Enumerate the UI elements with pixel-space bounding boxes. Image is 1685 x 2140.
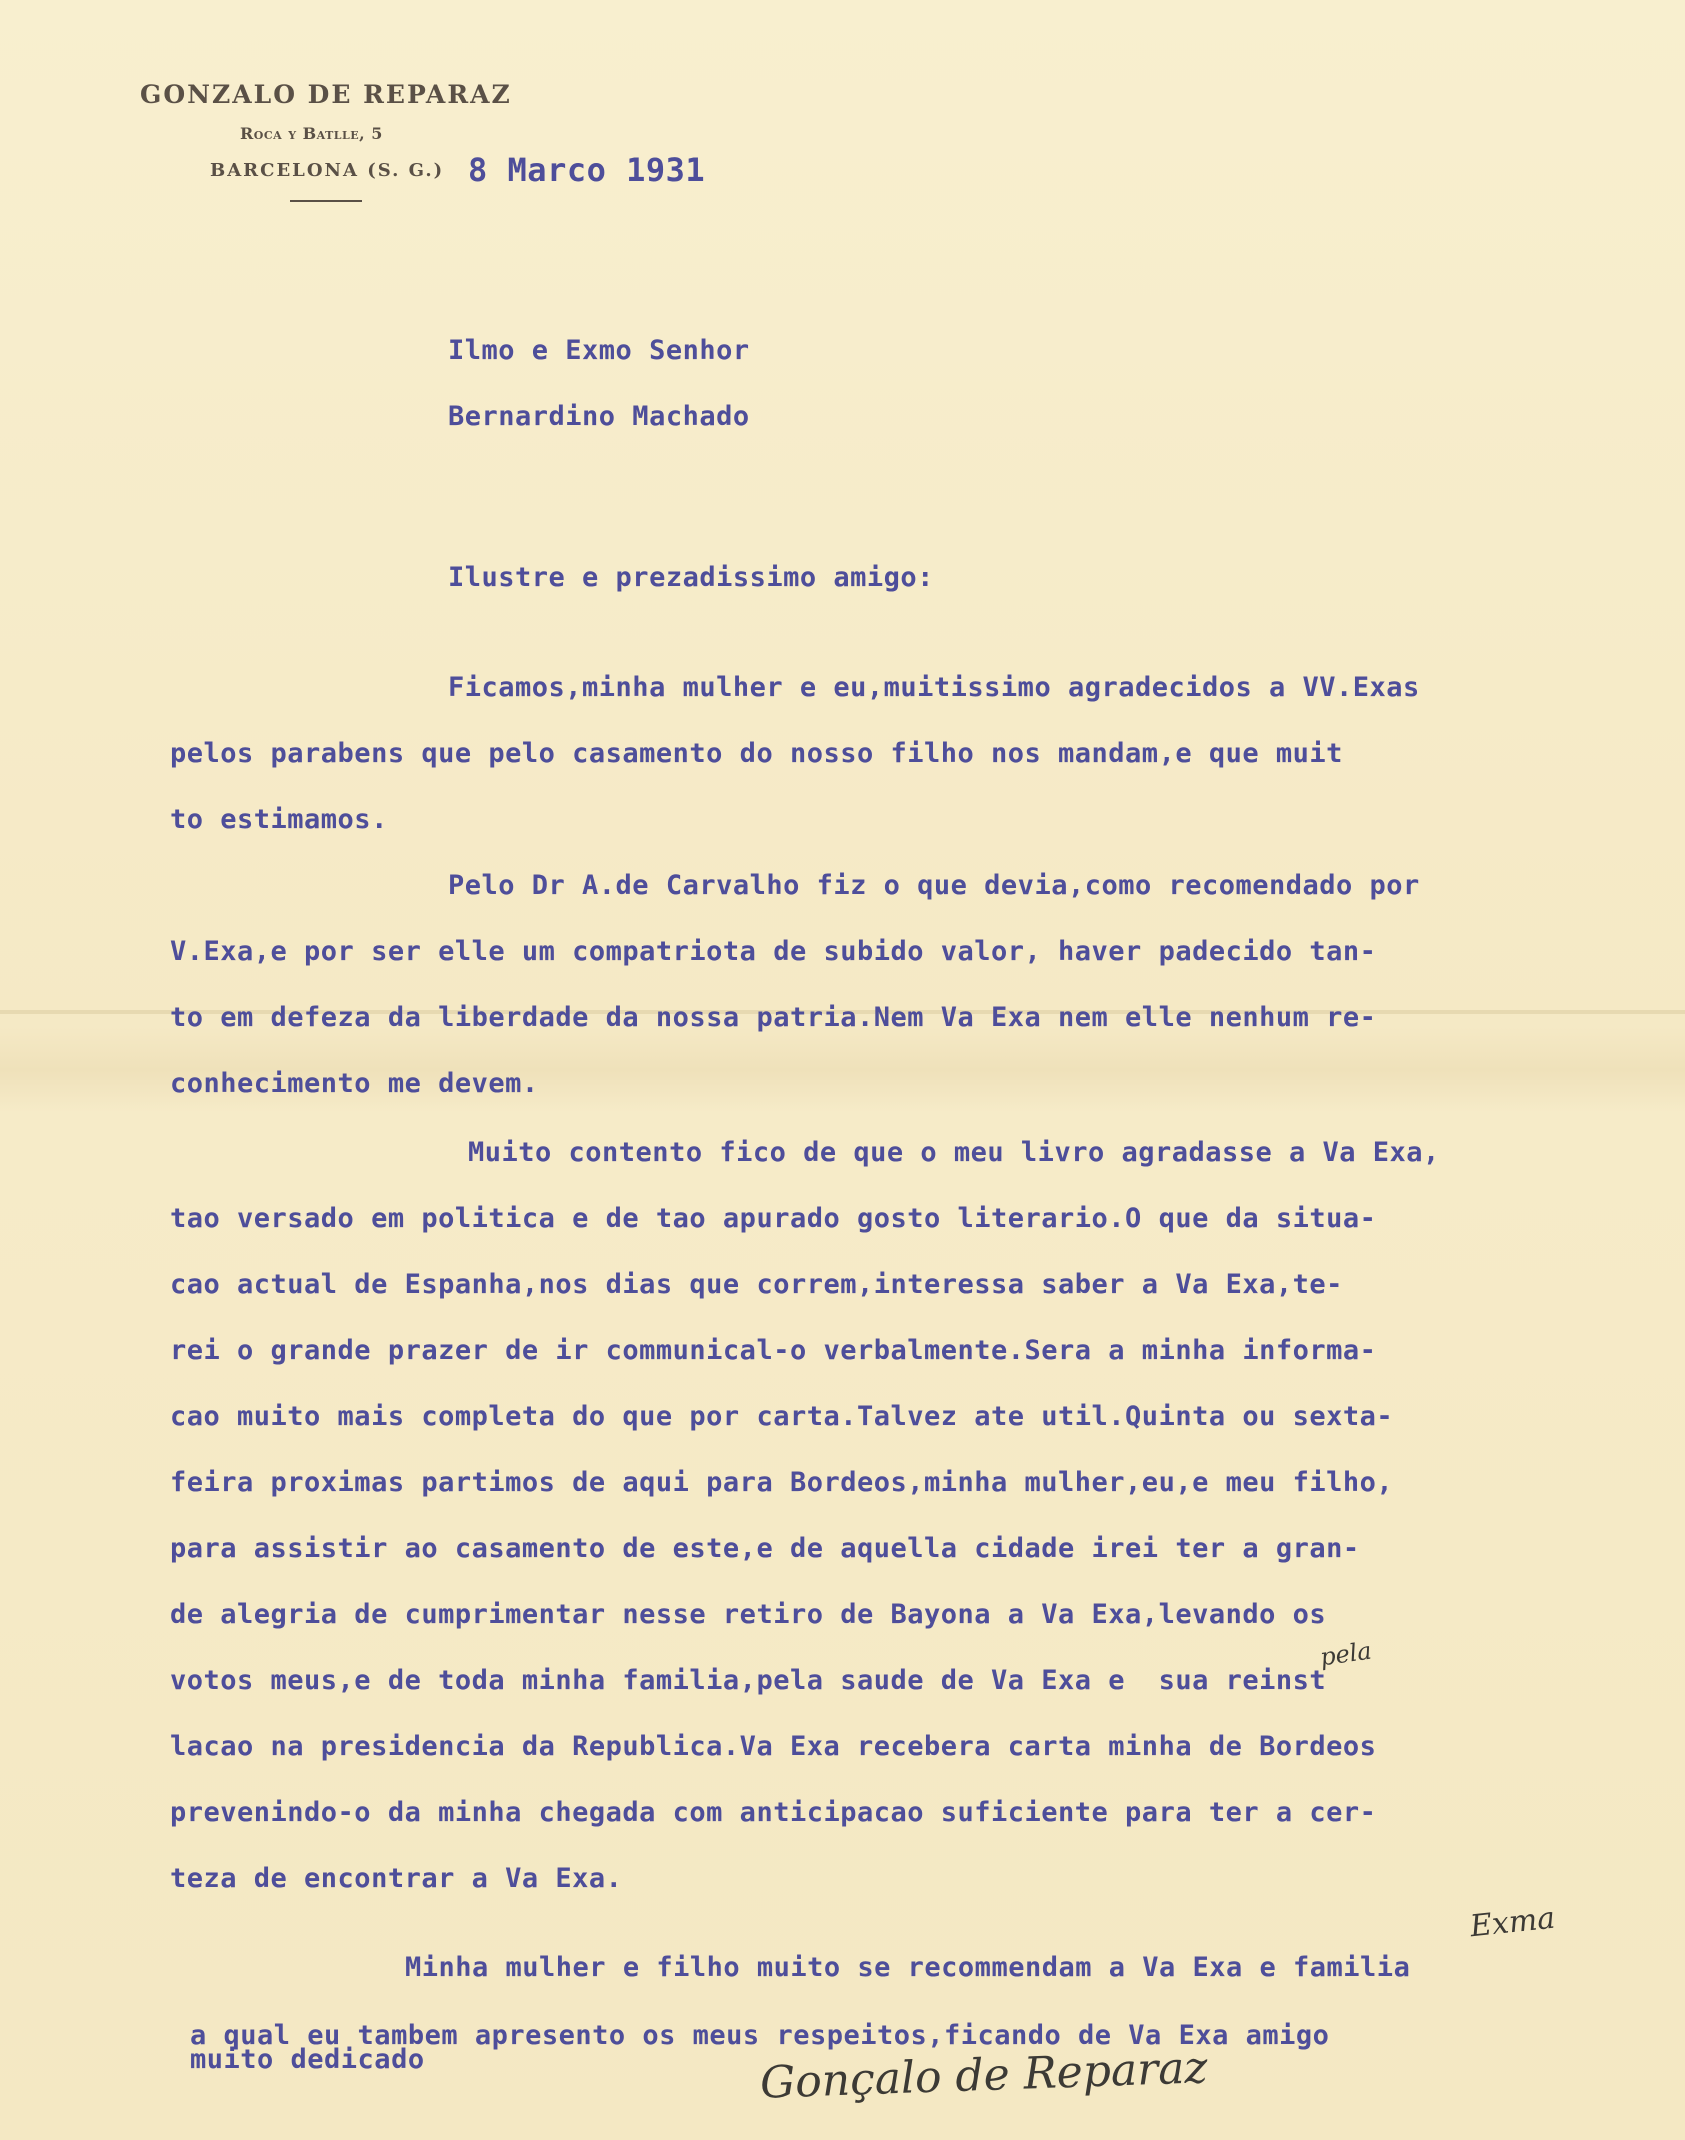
body-line: V.Exa,e por ser elle um compatriota de subido valor, haver padecido tan- <box>170 936 1377 967</box>
body-line: cao muito mais completa do que por carta.Talvez ate util.Quinta ou sexta- <box>170 1401 1394 1432</box>
body-line: rei o grande prazer de ir communical-o verbalmente.Sera a minha informa- <box>170 1335 1377 1366</box>
body-line: cao actual de Espanha,nos dias que correm,interessa saber a Va Exa,te- <box>170 1269 1343 1300</box>
letterhead-city: BARCELONA (S. G.) <box>210 160 445 181</box>
body-line: teza de encontrar a Va Exa. <box>170 1863 623 1894</box>
body-line: to em defeza da liberdade da nossa patria.Nem Va Exa nem elle nenhum re- <box>170 1002 1377 1033</box>
letterhead-street: Roca y Batlle, 5 <box>240 124 383 143</box>
letter-date: 8 Marco 1931 <box>468 151 706 189</box>
body-line: lacao na presidencia da Republica.Va Exa recebera carta minha de Bordeos <box>170 1731 1377 1762</box>
body-line: tao versado em politica e de tao apurado gosto literario.O que da situa- <box>170 1203 1377 1234</box>
salutation: Ilustre e prezadissimo amigo: <box>448 562 934 593</box>
address-line: Ilmo e Exmo Senhor <box>448 335 750 366</box>
address-line: Bernardino Machado <box>448 401 750 432</box>
body-line: a qual eu tambem apresento os meus respeitos,ficando de Va Exa amigo <box>190 2020 1330 2051</box>
body-line: Pelo Dr A.de Carvalho fiz o que devia,como recomendado por <box>448 870 1420 901</box>
handwritten-insertion: Exma <box>1468 1900 1557 1945</box>
body-line: Muito contento fico de que o meu livro agradasse a Va Exa, <box>468 1137 1440 1168</box>
body-line: de alegria de cumprimentar nesse retiro de Bayona a Va Exa,levando os <box>170 1599 1327 1630</box>
body-line: Minha mulher e filho muito se recommendam a Va Exa e familia <box>405 1952 1411 1983</box>
body-line: conhecimento me devem. <box>170 1068 539 1099</box>
body-line: Ficamos,minha mulher e eu,muitissimo agradecidos a VV.Exas <box>448 672 1420 703</box>
body-line: para assistir ao casamento de este,e de aquella cidade irei ter a gran- <box>170 1533 1360 1564</box>
signature: Gonçalo de Reparaz <box>759 2042 1209 2109</box>
body-line: pelos parabens que pelo casamento do nosso filho nos mandam,e que muit <box>170 738 1343 769</box>
handwritten-insertion: pela <box>1318 1636 1374 1672</box>
body-line: to estimamos. <box>170 804 388 835</box>
letterhead-name: GONZALO DE REPARAZ <box>140 80 512 109</box>
body-line: feira proximas partimos de aqui para Bordeos,minha mulher,eu,e meu filho, <box>170 1467 1394 1498</box>
body-line: prevenindo-o da minha chegada com anticipacao suficiente para ter a cer- <box>170 1797 1377 1828</box>
body-line: votos meus,e de toda minha familia,pela saude de Va Exa e sua reinst <box>170 1665 1327 1696</box>
body-line: muito dedicado <box>190 2044 425 2075</box>
letterhead-divider <box>290 200 362 202</box>
